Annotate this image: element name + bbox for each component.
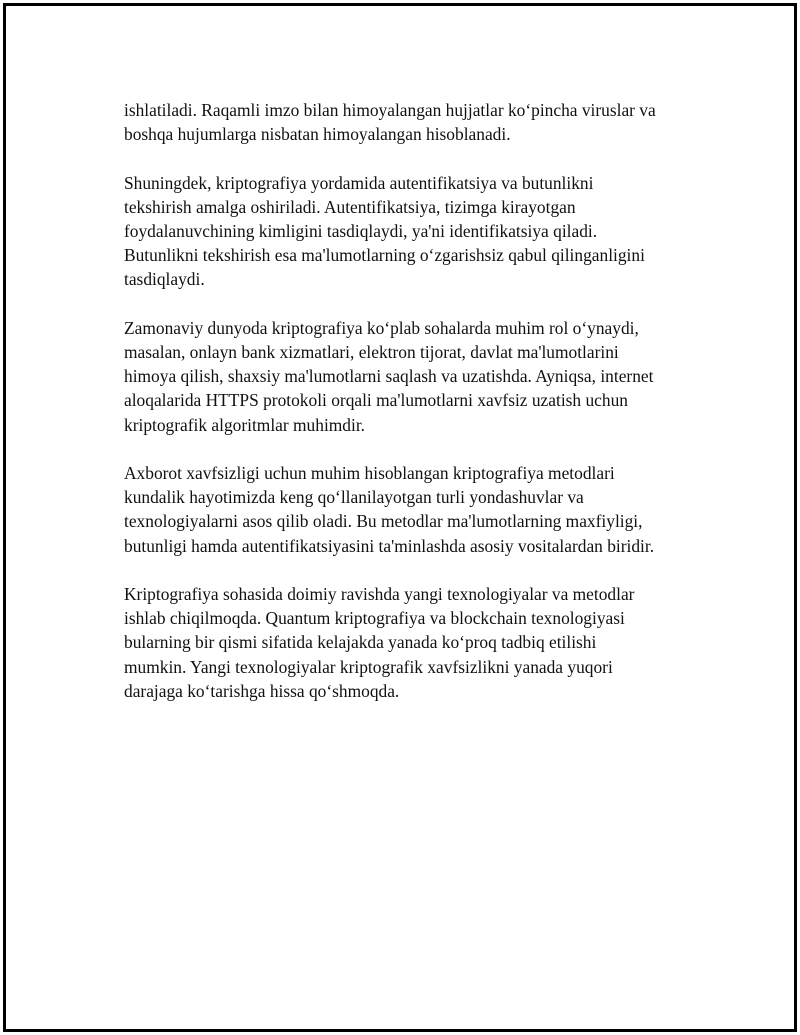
page-frame — [3, 3, 797, 1032]
paragraph-authentication: Shuningdek, kriptografiya yordamida autentifikatsiya va butunlikni tekshirish amalga oshiriladi. Autentifikatsiya, tizimga kirayotgan foydalanuvchining kimligini tasdiqlaydi, ya'ni identifikatsiya qiladi. Butunlikni tekshirish esa ma'lumotlarning o‘zgarishsiz qabul qilinganligini tasdiqlaydi. — [124, 172, 645, 290]
paragraph-digital-signature: ishlatiladi. Raqamli imzo bilan himoyalangan hujjatlar ko‘pincha viruslar va boshqa hujumlarga nisbatan himoyalangan hisoblanadi. — [124, 100, 656, 145]
document-body — [124, 98, 704, 727]
paragraph-new-technologies: Kriptografiya sohasida doimiy ravishda yangi texnologiyalar va metodlar ishlab chiqilmoqda. Quantum kriptografiya va blockchain texnologiyasi bularning bir qismi sifatida kelajakda yanada ko‘proq tadbiq etilishi mumkin. Yangi texnologiyalar kriptografik xavfsizlikni yanada yuqori darajaga ko‘tarishga hissa qo‘shmoqda. — [124, 584, 635, 701]
paragraph-modern-world: Zamonaviy dunyoda kriptografiya ko‘plab sohalarda muhim rol o‘ynaydi, masalan, onlayn bank xizmatlari, elektron tijorat, davlat ma'lumotlarini himoya qilish, shaxsiy ma'lumotlarni saqlash va uzatishda. Ayniqsa, internet aloqalarida HTTPS protokoli orqali ma'lumotlarni xavfsiz uzatish uchun kriptografik algoritmlar muhimdir. — [124, 317, 654, 435]
paragraph-information-security: Axborot xavfsizligi uchun muhim hisoblangan kriptografiya metodlari kundalik hayotimizda keng qo‘llanilayotgan turli yondashuvlar va texnologiyalarni asos qilib oladi. Bu metodlar ma'lumotlarning maxfiyligi, butunligi hamda autentifikatsiyasini ta'minlashda asosiy vositalardan biridir. — [124, 463, 655, 556]
